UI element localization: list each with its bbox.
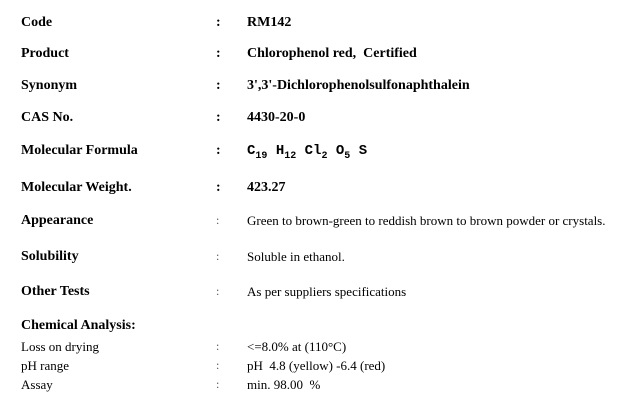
value-product: Chlorophenol red, Certified	[247, 46, 417, 61]
spec-row-cas	[0, 110, 644, 132]
spec-row-code	[0, 15, 644, 37]
formula-subscript: 19	[255, 150, 268, 162]
formula-subscript: 5	[344, 150, 351, 162]
separator: :	[216, 143, 221, 158]
value-other-tests: As per suppliers specifications	[247, 284, 407, 299]
formula-element: O	[335, 143, 345, 159]
separator: :	[216, 249, 220, 263]
spec-row-solubility	[0, 249, 644, 271]
separator: :	[216, 46, 221, 61]
separator: :	[216, 110, 221, 125]
separator: :	[216, 339, 220, 353]
label-loss-on-drying: Loss on drying	[21, 339, 99, 354]
label-synonym: Synonym	[21, 78, 78, 93]
separator: :	[216, 377, 220, 391]
label-solubility: Solubility	[21, 249, 79, 264]
value-ph-range: pH 4.8 (yellow) -6.4 (red)	[247, 358, 386, 373]
spec-row-other-tests	[0, 284, 644, 306]
label-code: Code	[21, 15, 53, 30]
separator: :	[216, 213, 220, 227]
label-other-tests: Other Tests	[21, 284, 90, 299]
value-weight: 423.27	[247, 180, 286, 195]
label-product: Product	[21, 46, 69, 61]
separator: :	[216, 358, 220, 372]
separator: :	[216, 180, 221, 195]
value-solubility: Soluble in ethanol.	[247, 249, 345, 264]
analysis-row-assay	[0, 377, 644, 399]
value-cas: 4430-20-0	[247, 110, 306, 125]
spec-row-appearance	[0, 213, 644, 235]
value-appearance: Green to brown-green to reddish brown to brown powder or crystals.	[247, 213, 606, 228]
separator: :	[216, 78, 221, 93]
formula-element: S	[358, 143, 368, 159]
chemical-analysis-heading: Chemical Analysis:	[21, 318, 136, 333]
value-synonym: 3',3'-Dichlorophenolsulfonaphthalein	[247, 78, 470, 93]
value-loss-on-drying: <=8.0% at (110°C)	[247, 339, 347, 354]
formula-element: C	[247, 143, 256, 159]
spec-row-product	[0, 46, 644, 68]
label-formula: Molecular Formula	[21, 143, 138, 158]
label-appearance: Appearance	[21, 213, 94, 228]
value-assay: min. 98.00 %	[247, 377, 321, 392]
formula-subscript: 12	[284, 150, 297, 162]
formula-element: Cl	[304, 143, 322, 159]
value-code: RM142	[247, 15, 292, 30]
spec-row-formula	[0, 143, 644, 165]
value-formula	[247, 143, 367, 162]
separator: :	[216, 284, 220, 298]
formula-subscript: 2	[321, 150, 328, 162]
label-weight: Molecular Weight.	[21, 180, 132, 195]
separator: :	[216, 15, 221, 30]
label-assay: Assay	[21, 377, 53, 392]
formula-element: H	[275, 143, 285, 159]
label-ph-range: pH range	[21, 358, 70, 373]
spec-row-synonym	[0, 78, 644, 100]
spec-row-weight	[0, 180, 644, 202]
label-cas: CAS No.	[21, 110, 74, 125]
